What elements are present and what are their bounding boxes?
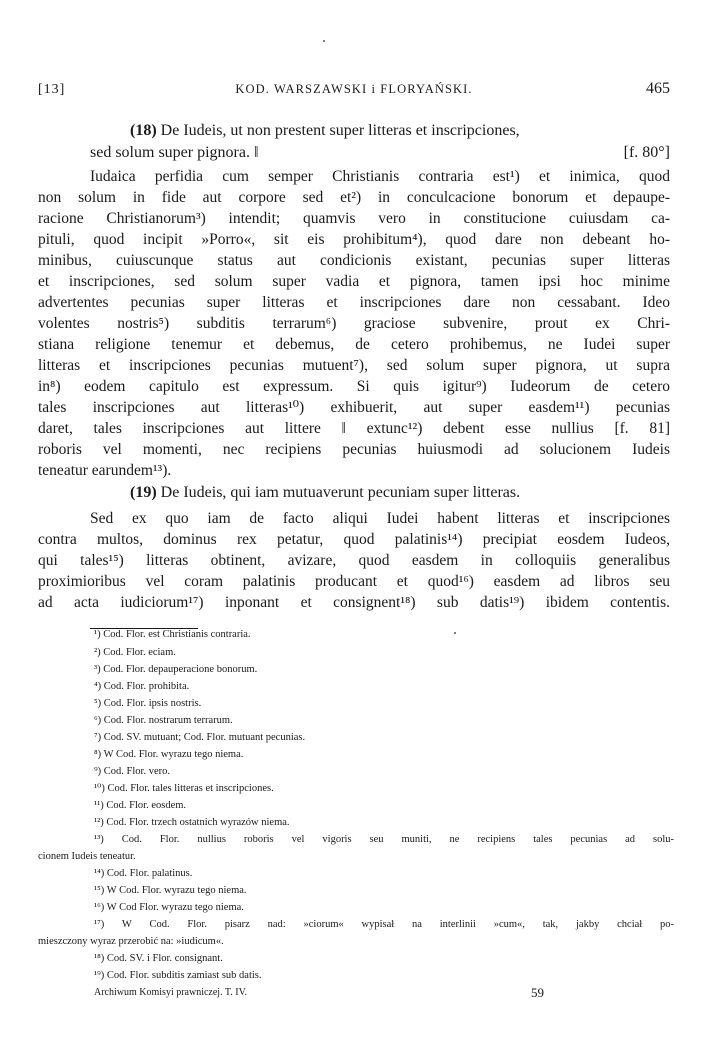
section-18-heading (130, 120, 670, 141)
footnote: ¹⁸) Cod. SV. i Flor. consignant. (94, 953, 223, 964)
body-line: pituli, quod incipit »Porro«, sit eis prohibitum⁴), quod dare non debeant ho- (38, 231, 670, 248)
section-18-heading-line-2 (90, 142, 670, 163)
footnote: ¹⁷) W Cod. Flor. pisarz nad: »ciorum« wypisał na interlinii »cum«, tak, jakby chciał po- (94, 919, 674, 930)
body-line: minibus, cuiuscunque status aut condicionis existant, pecunias super litteras (38, 252, 670, 269)
body-line: tales inscripciones aut litteras¹⁰) exhibuerit, aut super easdem¹¹) pecunias (38, 399, 670, 416)
footnote: ¹⁰) Cod. Flor. tales litteras et inscripciones. (94, 783, 274, 794)
footnote: ¹²) Cod. Flor. trzech ostatnich wyrazów niema. (94, 817, 290, 828)
section-18-title-line-1: De Iudeis, ut non prestent super litteras et inscripciones, (160, 122, 520, 139)
body-line: stiana religione tenemur et debemus, de cetero prohibemus, ne Iudei super (38, 336, 670, 353)
body-line: proximioribus vel coram palatinis producant et quod¹⁶) easdem ad libros seu (38, 573, 670, 590)
body-line: racione Christianorum³) intendit; quamvis vero in constitucione cuiusdam ca- (38, 210, 670, 227)
header-section-number: [13] (38, 82, 66, 97)
footnote: ⁹) Cod. Flor. vero. (94, 766, 170, 777)
footnote: ¹³) Cod. Flor. nullius roboris vel vigoris seu muniti, ne recipiens tales pecunias ad solu- (94, 834, 674, 845)
body-line: Iudaica perfidia cum semper Christianis contraria est¹) et inimica, quod (90, 168, 670, 185)
body-line: Sed ex quo iam de facto aliqui Iudei habent litteras et inscripciones (90, 510, 670, 527)
folio-marker-80: [f. 80°] (623, 144, 670, 161)
body-line: roboris vel momenti, nec recipiens pecunias huiusmodi ad solucionem Iudeis (38, 441, 670, 458)
footnote: ⁷) Cod. SV. mutuant; Cod. Flor. mutuant pecunias. (94, 732, 306, 743)
body-line: teneatur earundem¹³). (38, 462, 172, 479)
body-line: qui tales¹⁵) litteras obtinent, avizare, quod easdem in colloquiis generalibus (38, 552, 670, 569)
footnote: ¹⁹) Cod. Flor. subditis zamiast sub datis. (94, 970, 262, 981)
page-number: 465 (646, 80, 670, 97)
body-line: ad acta iudiciorum¹⁷) inponant et consignent¹⁸) sub datis¹⁹) ibidem contentis. (38, 594, 670, 611)
footnote: ⁸) W Cod. Flor. wyrazu tego niema. (94, 749, 244, 760)
page-footer (94, 987, 544, 998)
signature-mark: 59 (531, 985, 544, 1000)
body-line: et inscripciones, sed solum super vadia et pignora, tamen ipsi hoc minime (38, 273, 670, 290)
body-line: advertentes pecunias super litteras et inscripciones dare non cessabant. Ideo (38, 294, 670, 311)
body-line: litteras et inscripciones pecunias mutuent⁷), sed solum super pignora, ut supra (38, 357, 670, 374)
body-line: volentes nostris⁵) subditis terrarum⁶) graciose subvenire, prout ex Chri- (38, 315, 670, 332)
footnote: ¹⁶) W Cod Flor. wyrazu tego niema. (94, 902, 244, 913)
header-title: KOD. WARSZAWSKI i FLORYAŃSKI. (235, 82, 473, 96)
section-19-title: De Iudeis, qui iam mutuaverunt pecuniam super litteras. (160, 484, 521, 501)
section-19-heading (130, 482, 670, 503)
section-19-number: (19) (130, 484, 157, 501)
speck-mark (454, 632, 456, 634)
footnote: ⁵) Cod. Flor. ipsis nostris. (94, 698, 202, 709)
speck-mark (323, 40, 325, 42)
body-line: non solum in fide aut corpore sed et²) in conculcacione bonorum et depaupe- (38, 189, 670, 206)
body-line: contra multos, dominus rex petatur, quod palatinis¹⁴) precipiat eosdem Iudeos, (38, 531, 670, 548)
footnote: ¹) Cod. Flor. est Christianis contraria. (94, 629, 251, 640)
footnote: ¹¹) Cod. Flor. eosdem. (94, 800, 187, 811)
footnote: ³) Cod. Flor. depauperacione bonorum. (94, 664, 258, 675)
section-18-number: (18) (130, 122, 157, 139)
body-line: daret, tales inscripciones aut littere ‖ extunc¹²) debent esse nullius [f. 81] (38, 420, 670, 437)
footnote: ⁴) Cod. Flor. prohibita. (94, 681, 190, 692)
section-18-title-line-2: sed solum super pignora. ‖ (90, 144, 259, 161)
running-header (38, 80, 670, 102)
footnote: ¹⁴) Cod. Flor. palatinus. (94, 868, 193, 879)
footnote-continuation: cionem Iudeis teneatur. (38, 851, 136, 862)
footnote: ²) Cod. Flor. eciam. (94, 647, 176, 658)
footnote: ¹⁵) W Cod. Flor. wyrazu tego niema. (94, 885, 247, 896)
body-line: in⁸) eodem capitulo est expressum. Si quis igitur⁹) Iudeorum de cetero (38, 378, 670, 395)
footnote: ⁶) Cod. Flor. nostrarum terrarum. (94, 715, 233, 726)
footnote-continuation: mieszczony wyraz przerobić na: »iudicum«. (38, 936, 224, 947)
footer-signature: Archiwum Komisyi prawniczej. T. IV. (94, 987, 248, 998)
